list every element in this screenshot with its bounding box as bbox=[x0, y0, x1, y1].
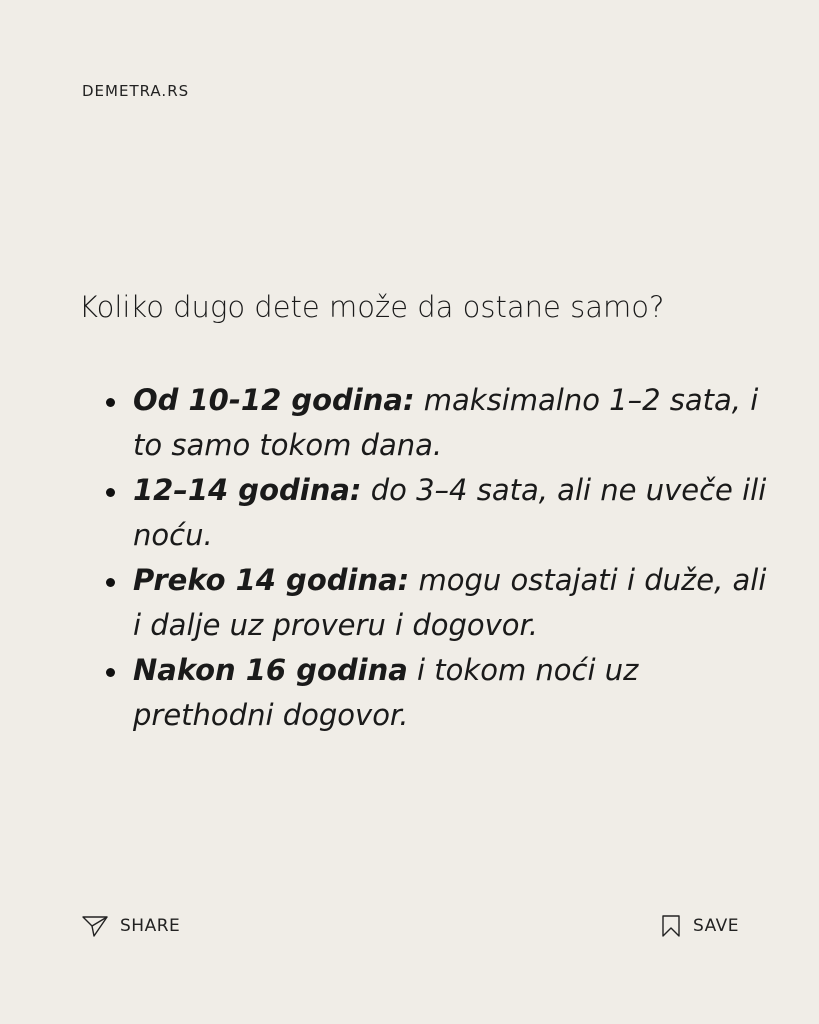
rule-age: Preko 14 godina: bbox=[133, 563, 410, 597]
rule-text: do 3–4 sata, ali ne uveče ili noću. bbox=[133, 473, 767, 552]
list-item bbox=[133, 558, 773, 648]
bookmark-icon bbox=[661, 914, 681, 938]
rule-text: mogu ostajati i duže, ali i dalje uz proveru i dogovor. bbox=[133, 563, 767, 642]
rule-age: Od 10-12 godina: bbox=[133, 383, 415, 417]
share-label: SHARE bbox=[120, 916, 181, 936]
rule-age: Nakon 16 godina bbox=[133, 653, 408, 687]
rule-text: maksimalno 1–2 sata, i to samo tokom dana. bbox=[133, 383, 759, 462]
list-item bbox=[133, 468, 773, 558]
list-item bbox=[133, 648, 773, 738]
save-label: SAVE bbox=[693, 916, 740, 936]
page-title: Koliko dugo dete može da ostane samo? bbox=[79, 290, 665, 324]
rule-text: i tokom noći uz prethodni dogovor. bbox=[133, 653, 639, 732]
list-item bbox=[133, 378, 773, 468]
rules-list bbox=[133, 378, 773, 738]
brand-label: DEMETRA.RS bbox=[82, 82, 190, 100]
paper-plane-icon bbox=[82, 914, 108, 938]
save-button[interactable] bbox=[661, 914, 739, 938]
rule-age: 12–14 godina: bbox=[133, 473, 362, 507]
share-button[interactable] bbox=[82, 914, 180, 938]
